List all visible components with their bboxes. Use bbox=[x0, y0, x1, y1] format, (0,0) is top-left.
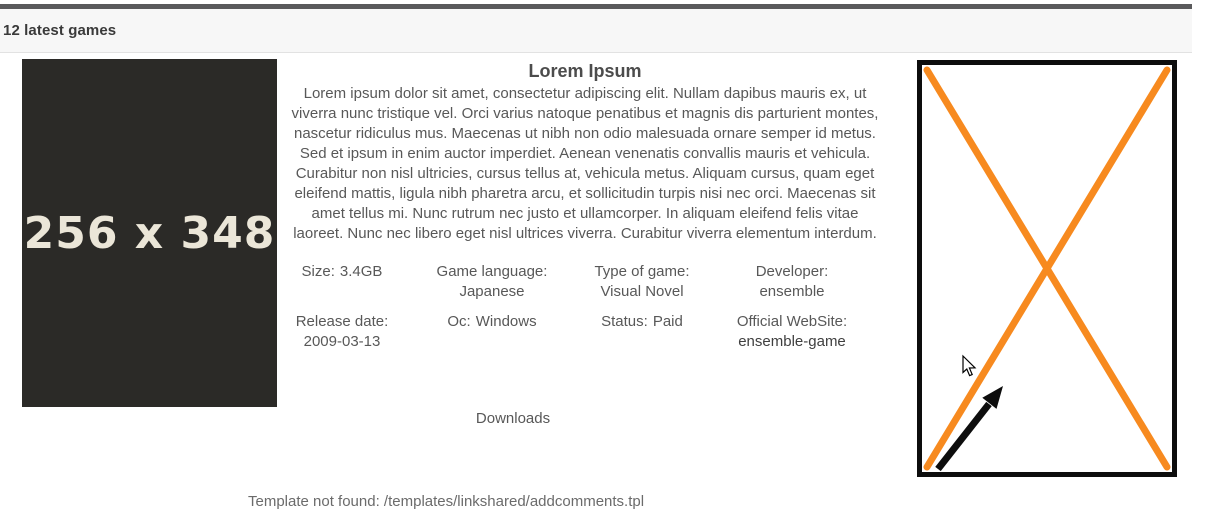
downloads-heading[interactable]: Downloads bbox=[475, 410, 551, 427]
mouse-pointer-icon bbox=[963, 356, 975, 376]
game-cover-image[interactable] bbox=[22, 59, 277, 407]
detail-value: 3.4GB bbox=[339, 263, 383, 280]
detail-value: Paid bbox=[652, 313, 683, 330]
detail-website bbox=[717, 312, 867, 352]
game-details-grid bbox=[267, 262, 867, 352]
detail-value: ensemble bbox=[759, 283, 825, 300]
detail-developer bbox=[717, 262, 867, 302]
detail-value: Visual Novel bbox=[600, 283, 684, 300]
detail-label: Game language: bbox=[436, 263, 548, 280]
cover-placeholder-text: 256 x 348 bbox=[23, 207, 276, 259]
detail-size bbox=[267, 262, 417, 302]
detail-type bbox=[567, 262, 717, 302]
game-title[interactable]: Lorem Ipsum bbox=[528, 61, 642, 81]
detail-label: Official WebSite: bbox=[736, 313, 848, 330]
detail-label: Release date: bbox=[295, 313, 389, 330]
game-description: Lorem ipsum dolor sit amet, consectetur adipiscing elit. Nullam dapibus mauris ex, ut viverra nunc tristique vel. Orci varius natoque penatibus et magnis dis parturient montes, nascetur ridiculus mus. Maecenas ut nibh non odio malesuada ornare semper id metus. Sed et ipsum in enim auctor imperdiet. Aenean venenatis convallis mauris et vehicula. Curabitur non nisl ultricies, cursus tellus at, vehicula metus. Aliquam cursus, quam eget eleifend mattis, ligula nibh pharetra arcu, et sollicitudin turpis nisi nec orci. Maecenas sit amet tellus mi. Nunc rutrum nec justo et ullamcorper. In aliquam eleifend felis vitae laoreet. Nunc nec libero eget nisl ultrices viverra. Curabitur viverra elementum interdum. bbox=[291, 85, 879, 242]
detail-value: Japanese bbox=[459, 283, 525, 300]
detail-label: Size: bbox=[301, 263, 335, 280]
page-header bbox=[0, 9, 1192, 53]
detail-label: Oc: bbox=[447, 313, 471, 330]
game-info-column bbox=[285, 61, 885, 244]
detail-language bbox=[417, 262, 567, 302]
detail-status bbox=[567, 312, 717, 352]
broken-image-x-icon bbox=[927, 70, 1167, 467]
detail-value: Windows bbox=[475, 313, 537, 330]
detail-label: Type of game: bbox=[594, 263, 690, 280]
detail-os bbox=[417, 312, 567, 352]
page-title: 12 latest games bbox=[3, 22, 117, 39]
detail-release-date bbox=[267, 312, 417, 352]
detail-label: Status: bbox=[601, 313, 648, 330]
game-screenshot-broken[interactable] bbox=[917, 60, 1177, 477]
detail-value: 2009-03-13 bbox=[303, 333, 381, 350]
template-error-text: Template not found: /templates/linkshared/addcomments.tpl bbox=[248, 493, 645, 510]
official-website-link[interactable]: ensemble-game bbox=[738, 333, 846, 350]
detail-label: Developer: bbox=[755, 263, 829, 280]
